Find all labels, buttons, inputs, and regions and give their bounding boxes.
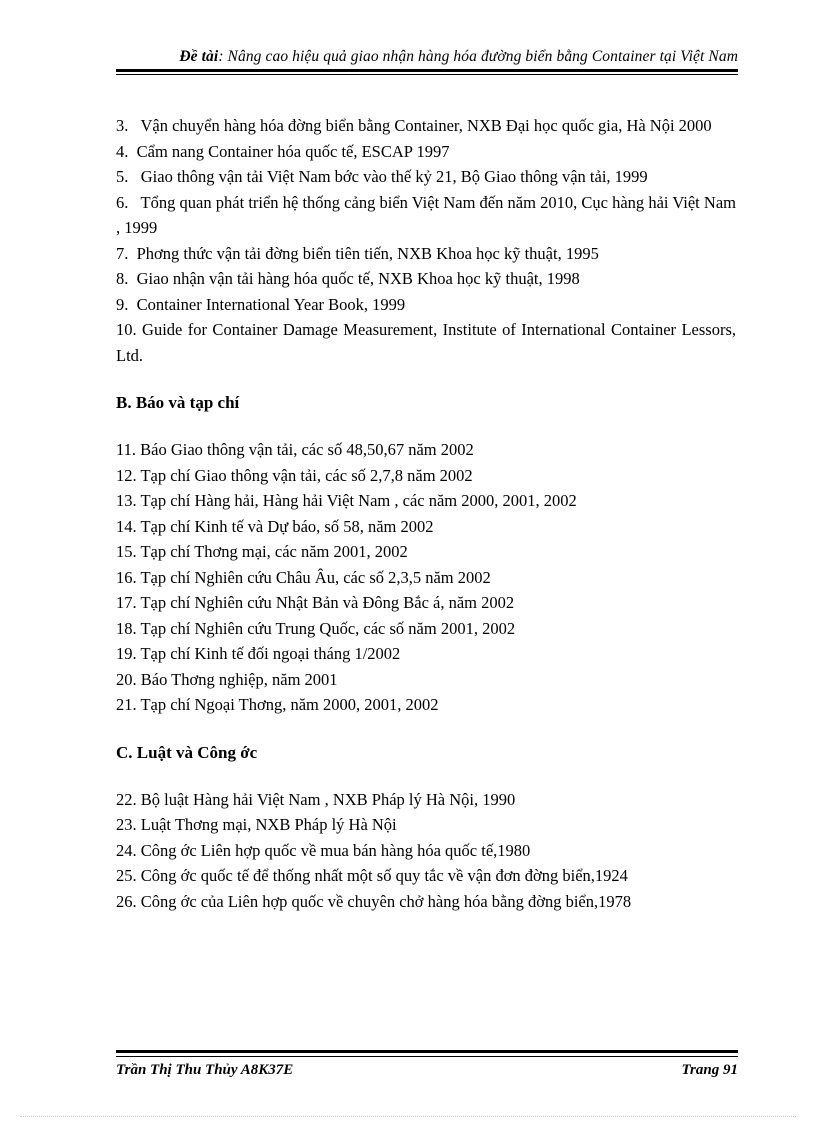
page-edge-divider: [20, 1116, 796, 1117]
reference-item: 5. Giao thông vận tải Việt Nam bớc vào thế kỷ 21, Bộ Giao thông vận tải, 1999: [116, 167, 648, 186]
header-prefix: Đề tài: [179, 48, 219, 65]
section-c-title: C. Luật và Công ớc: [116, 742, 258, 762]
header-topic: : Nâng cao hiệu quả giao nhận hàng hóa đường biển bằng Container tại Việt Nam: [218, 48, 738, 65]
reference-item: 14. Tạp chí Kinh tế và Dự báo, số 58, năm 2002: [116, 516, 434, 536]
reference-item: 7. Phơng thức vận tải đờng biển tiên tiến, NXB Khoa học kỹ thuật, 1995: [116, 243, 599, 263]
reference-item: 10. Guide for Container Damage Measurement, Institute of International Container Lessors, Ltd.: [116, 320, 737, 365]
reference-item: 18. Tạp chí Nghiên cứu Trung Quốc, các số năm 2001, 2002: [116, 618, 516, 638]
reference-item: 17. Tạp chí Nghiên cứu Nhật Bản và Đông Bắc á, năm 2002: [116, 593, 515, 612]
reference-item: 8. Giao nhận vận tải hàng hóa quốc tế, NXB Khoa học kỹ thuật, 1998: [116, 269, 580, 288]
page-footer: [116, 1050, 738, 1090]
footer-author: Trần Thị Thu Thủy A8K37E: [116, 1062, 294, 1078]
reference-item: 22. Bộ luật Hàng hải Việt Nam , NXB Pháp lý Hà Nội, 1990: [116, 789, 516, 809]
reference-item: 25. Công ớc quốc tế để thống nhất một số quy tắc về vận đơn đờng biển,1924: [116, 866, 628, 885]
reference-item: 24. Công ớc Liên hợp quốc về mua bán hàng hóa quốc tế,1980: [116, 840, 531, 860]
reference-item: 12. Tạp chí Giao thông vận tải, các số 2,7,8 năm 2002: [116, 465, 473, 485]
reference-item: 4. Cẩm nang Container hóa quốc tế, ESCAP 1997: [116, 141, 450, 161]
references-list: [116, 113, 736, 914]
reference-item: 3. Vận chuyển hàng hóa đờng biển bằng Container, NXB Đại học quốc gia, Hà Nội 2000: [116, 116, 712, 135]
page-header: [116, 44, 738, 74]
reference-item: 11. Báo Giao thông vận tải, các số 48,50,67 năm 2002: [116, 440, 474, 459]
reference-item: 23. Luật Thơng mại, NXB Pháp lý Hà Nội: [116, 815, 397, 834]
reference-item: 9. Container International Year Book, 1999: [116, 294, 406, 314]
header-rule-thin: [116, 74, 738, 75]
reference-item: 20. Báo Thơng nghiệp, năm 2001: [116, 669, 338, 689]
page-number: Trang 91: [681, 1062, 738, 1078]
footer-rule-thin: [116, 1056, 738, 1057]
reference-item: 21. Tạp chí Ngoại Thơng, năm 2000, 2001, 2002: [116, 695, 439, 714]
reference-item: 16. Tạp chí Nghiên cứu Châu Âu, các số 2,3,5 năm 2002: [116, 567, 491, 587]
section-b-title: B. Báo và tạp chí: [116, 393, 240, 412]
reference-item: 13. Tạp chí Hàng hải, Hàng hải Việt Nam , các năm 2000, 2001, 2002: [116, 491, 577, 510]
reference-item: 26. Công ớc của Liên hợp quốc về chuyên chở hàng hóa bằng đờng biển,1978: [116, 891, 632, 911]
header-rule: [116, 69, 738, 72]
reference-item: 15. Tạp chí Thơng mại, các năm 2001, 2002: [116, 542, 408, 561]
header-title: [179, 48, 738, 66]
reference-item: 6. Tổng quan phát triển hệ thống cảng biển Việt Nam đến năm 2010, Cục hàng hải Việt Nam , 1999: [116, 192, 736, 237]
reference-item: 19. Tạp chí Kinh tế đối ngoại tháng 1/2002: [116, 644, 401, 663]
footer-rule: [116, 1050, 738, 1053]
